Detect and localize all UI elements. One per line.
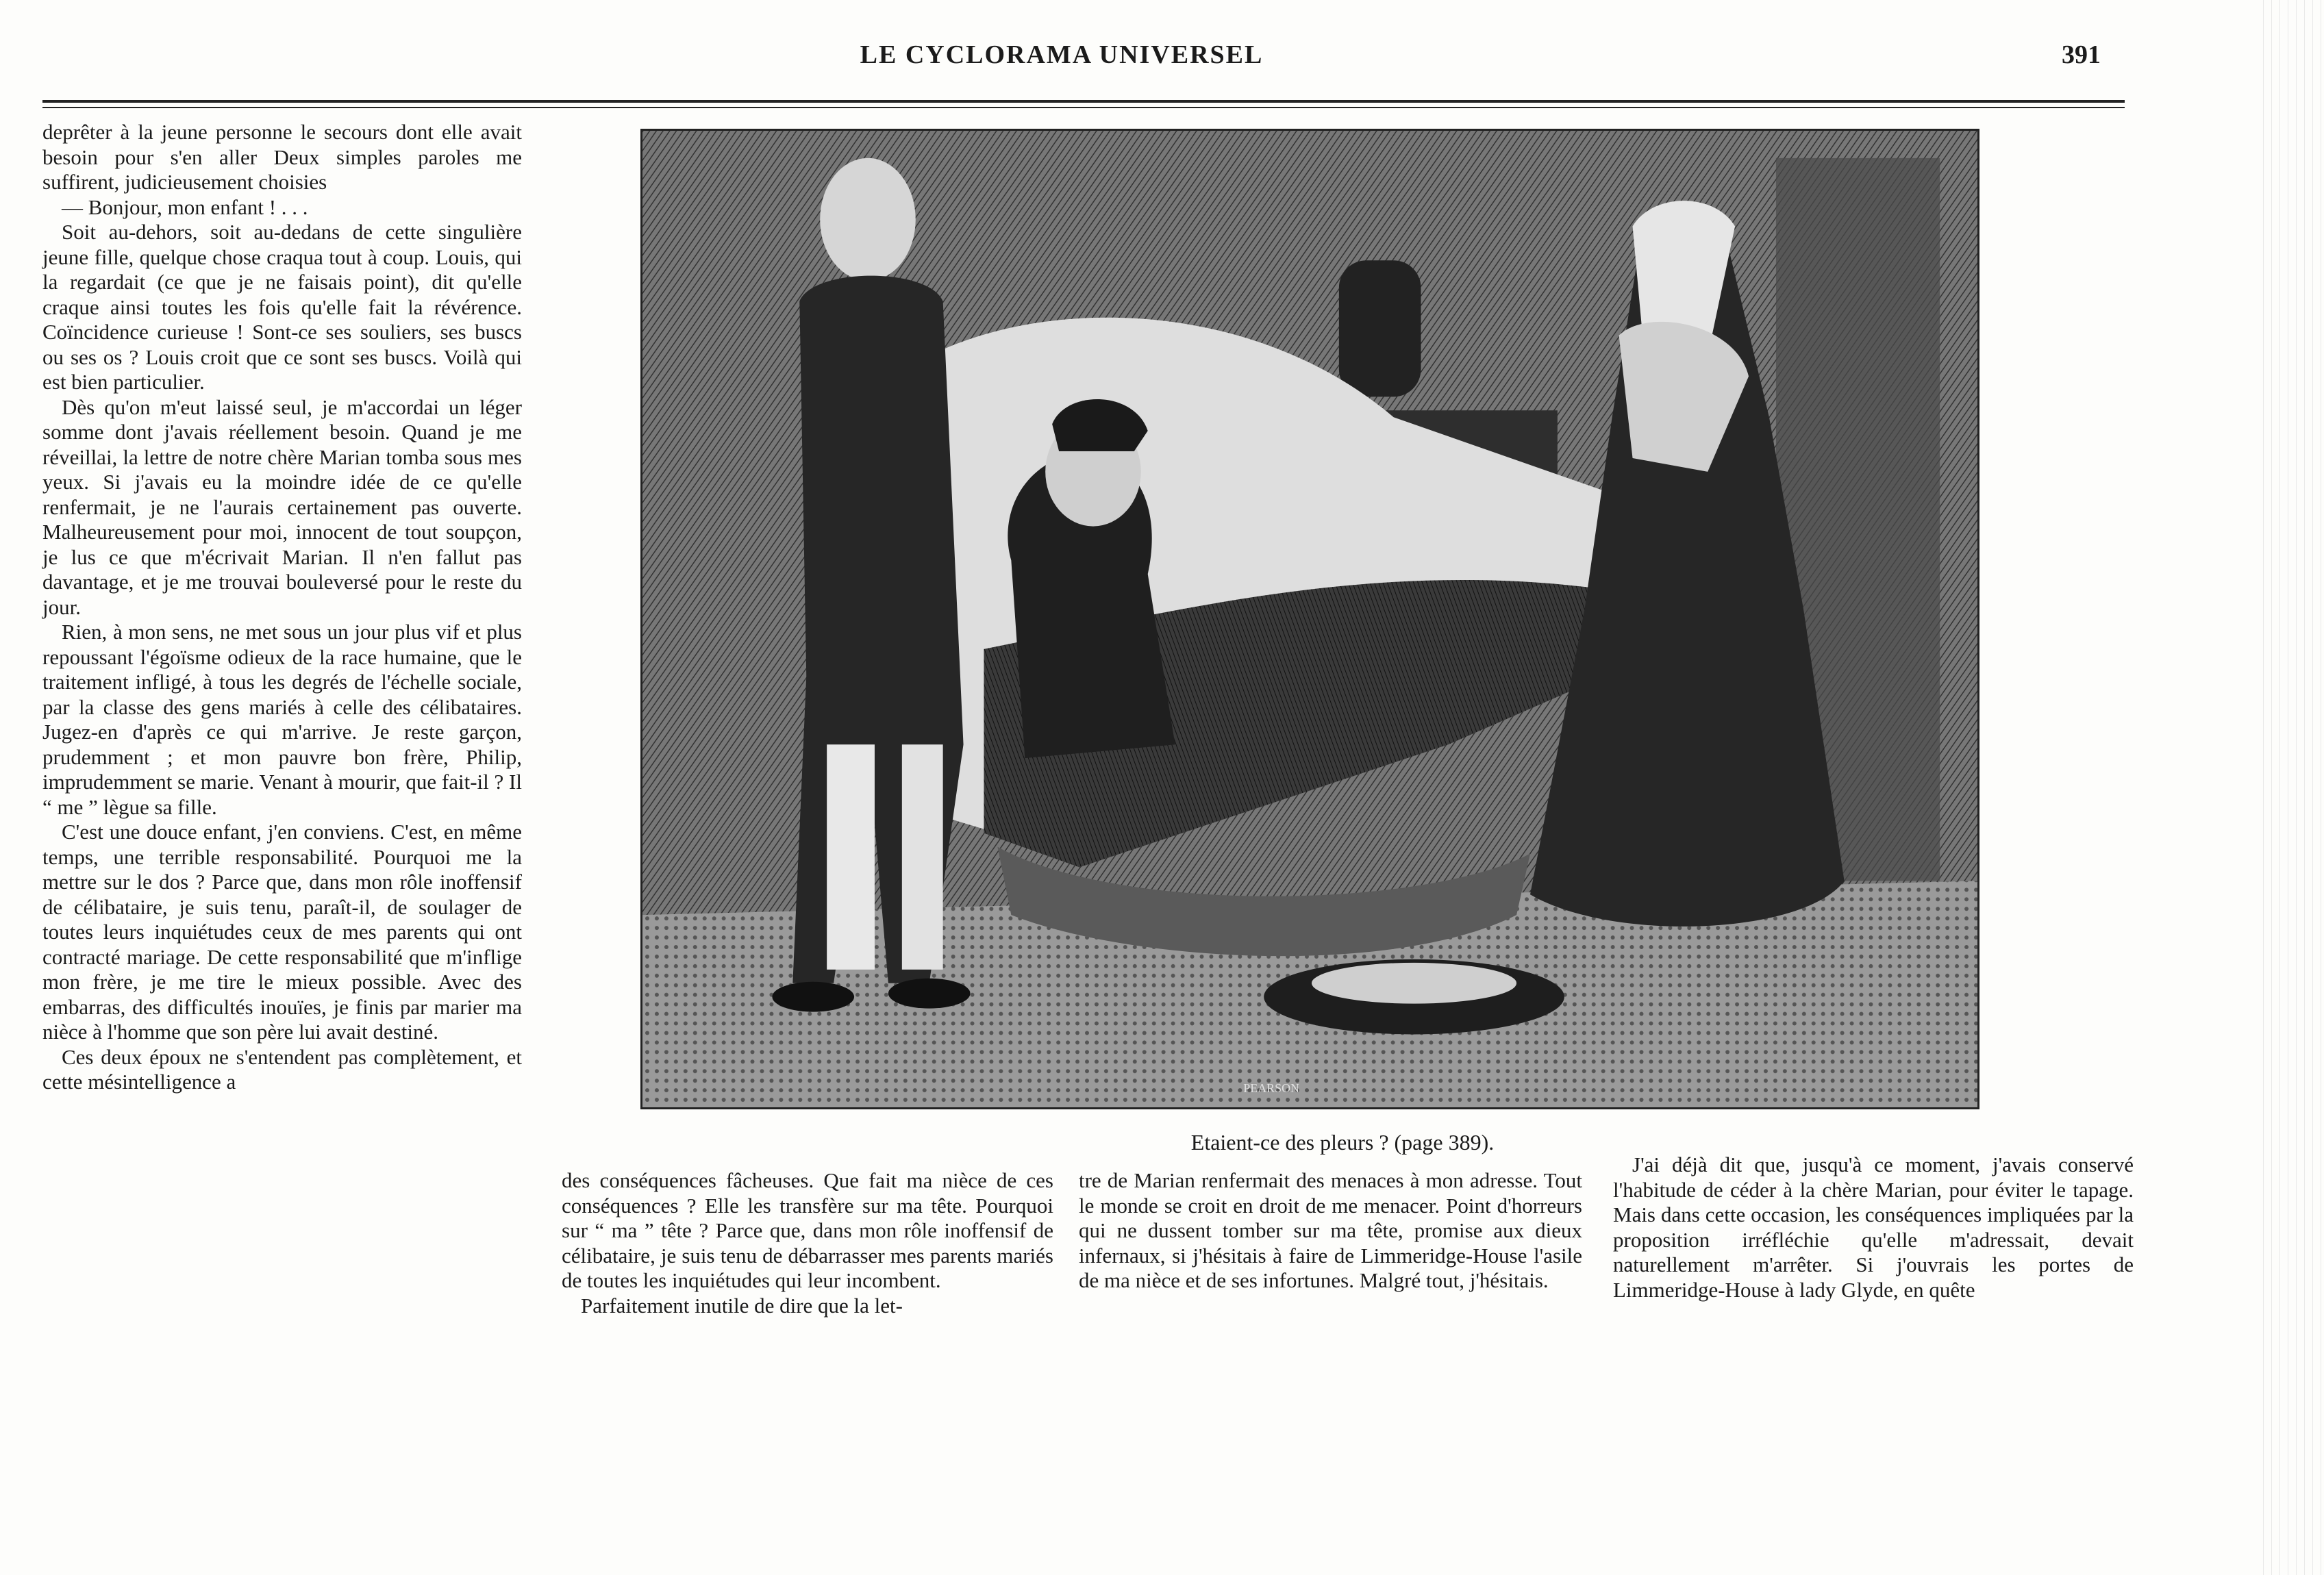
paragraph: J'ai déjà dit que, jusqu'à ce moment, j'avais conservé l'habitude de céder à la chère Marian, pour éviter le tapage. Mais dans cette occasion, les conséquences impliquées par la proposition irréfléchie qu'elle m'adressait, devait naturellement m'arrêter. Si j'ouvrais les portes de Limmeridge-House à lady Glyde, en quête (1613, 1152, 2134, 1302)
page-number: 391 (2062, 40, 2101, 69)
paragraph: Ces deux époux ne s'entendent pas complètement, et cette mésintelligence a (42, 1044, 522, 1094)
paragraph: Soit au-dehors, soit au-dedans de cette singulière jeune fille, quelque chose craqua tout à coup. Louis, qui la regardait (ce que je ne faisais point), dit qu'elle craque ainsi toutes les fois qu'elle fait la révérence. Coïncidence curieuse ! Sont-ce ses souliers, ses buscs ou ses os ? Louis croit que ce sont ses buscs. Voilà qui est bien particulier. (42, 220, 522, 394)
text-column-3 (1079, 1168, 1582, 1294)
illustration-caption: Etaient-ce des pleurs ? (page 389). (1190, 1130, 1495, 1155)
page-edge-speckle (2259, 0, 2324, 1575)
paragraph: Rien, à mon sens, ne met sous un jour plus vif et plus repoussant l'égoïsme odieux de la race humaine, que le traitement infligé, à tous les degrés de l'échelle sociale, par la classe des gens mariés à celle des célibataires. Jugez-en d'après ce qui m'arrive. Je reste garçon, prudemment ; et mon pauvre bon frère, Philip, imprudemment se marie. Venant à mourir, que fait-il ? Il “ me ” lègue sa fille. (42, 620, 522, 819)
paragraph: C'est une douce enfant, j'en conviens. C'est, en même temps, une terrible responsabilité. Pourquoi me la mettre sur le dos ? Parce que, dans mon rôle inoffensif de célibataire, je suis tenu, paraît-il, de soulager de toutes leurs inquiétudes ceux de mes parents qui ont contracté mariage. De cette responsabilité que m'inflige mon frère, je me tire le mieux possible. Avec des embarras, des difficultés inouïes, je finis par marier ma nièce à l'homme que son père lui avait destiné. (42, 820, 522, 1044)
engraving-artwork (642, 131, 1977, 1107)
header-rule (42, 100, 2125, 103)
engraving-illustration (640, 129, 1979, 1109)
page-header-title: LE CYCLORAMA UNIVERSEL (860, 40, 1264, 69)
engraver-signature: PEARSON (1243, 1081, 1300, 1096)
header-rule-thin (42, 107, 2125, 108)
paragraph: des conséquences fâcheuses. Que fait ma nièce de ces conséquences ? Elle les transfère sur ma tête. Pourquoi sur “ ma ” tête ? Parce que, dans mon rôle inoffensif de célibataire, je suis tenu de débarrasser mes parents mariés de toutes les inquiétudes qui leur incombent. (562, 1168, 1053, 1292)
paragraph: Dès qu'on m'eut laissé seul, je m'accordai un léger somme dont j'avais réellement besoin. Quand je me réveillai, la lettre de notre chère Marian tomba sous mes yeux. Si j'avais eu la moindre idée de ce qu'elle renfermait, je ne l'aurais certainement pas ouverte. Malheureusement pour moi, innocent de tout soupçon, je lus ce que m'écrivait Marian. Il n'en fallut pas davantage, et je me trouvai bouleversé pour le reste du jour. (42, 394, 522, 619)
text-column-4 (1613, 1152, 2134, 1302)
paragraph: — Bonjour, mon enfant ! . . . (62, 194, 308, 219)
paragraph: deprêter à la jeune personne le secours dont elle avait besoin pour s'en aller Deux simples paroles me suffirent, judicieusement choisies (42, 120, 522, 194)
paragraph: Parfaitement inutile de dire que la let- (581, 1293, 903, 1318)
text-column-2 (562, 1168, 1053, 1318)
paragraph: tre de Marian renfermait des menaces à mon adresse. Tout le monde se croit en droit de me menacer. Point d'horreurs qui ne dussent tomber sur ma tête, promise aux dieux infernaux, si j'hésitais à faire de Limmeridge-House l'asile de ma nièce et de ses infortunes. Malgré tout, j'hésitais. (1079, 1168, 1582, 1292)
text-column-1 (42, 120, 522, 1095)
